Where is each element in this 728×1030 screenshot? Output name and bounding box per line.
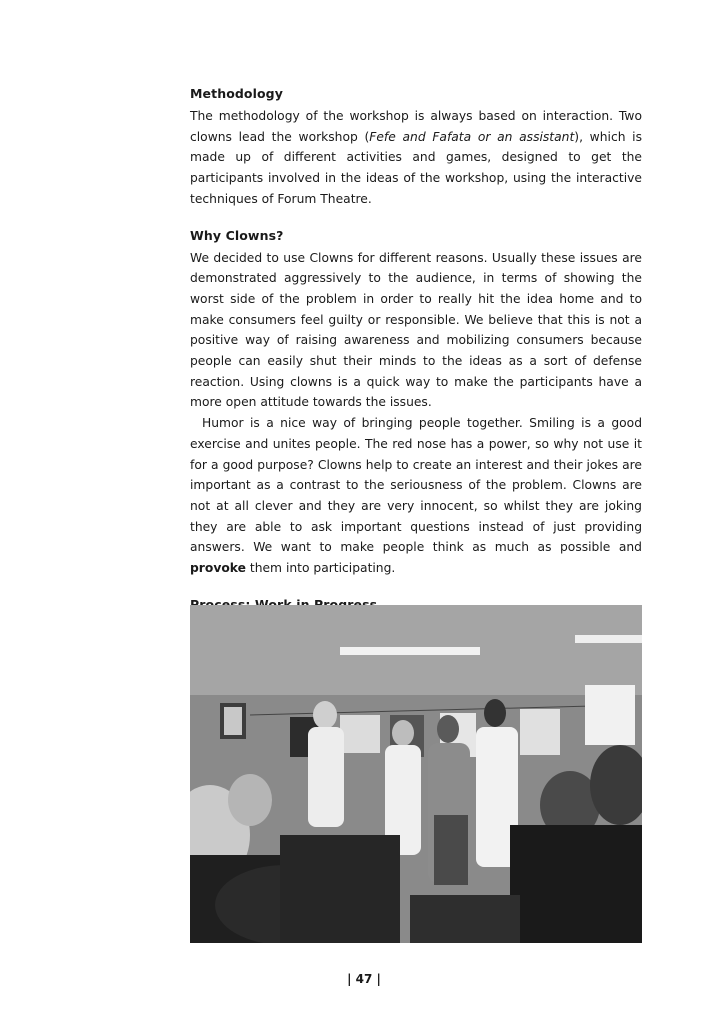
text-methodology-a: The methodology of the workshop is always based on interaction. Two clowns lead the workshop ( <box>190 109 642 144</box>
section-gap <box>190 210 642 226</box>
text-methodology-b: ), which is made up of different activities and games, designed to get the participants involved in the ideas of the workshop, using the interactive techniques of Forum Theatre. <box>190 129 643 206</box>
page-number: | 47 | <box>347 972 381 986</box>
paragraph-why-clowns-2 <box>190 413 642 579</box>
page-body <box>190 84 642 679</box>
text-methodology-em: Fefe and Fafata or an assistant <box>369 129 575 144</box>
heading-methodology: Methodology <box>190 86 283 101</box>
paragraph-methodology <box>190 106 642 210</box>
workshop-photo <box>190 605 642 943</box>
text-provoke: provoke <box>190 561 246 576</box>
text-humor-b: them into participating. <box>245 561 396 576</box>
paragraph-why-clowns-1: We decided to use Clowns for different reasons. Usually these issues are demonstrated aggressively to the audience, in terms of showing the worst side of the problem in order to really hit the idea home and to make consumers feel guilty or responsible. We believe that this is not a positive way of raising awareness and mobilizing consumers because people can easily shut their minds to the ideas as a sort of defense reaction. Using clowns is a quick way to make the participants have a more open attitude towards the issues. <box>190 250 642 410</box>
heading-why-clowns: Why Clowns? <box>190 227 284 243</box>
section-gap <box>190 579 642 595</box>
photo-illustration <box>190 605 642 943</box>
text-humor-a: Humor is a nice way of bringing people together. Smiling is a good exercise and unites people. The red nose has a power, so why not use it for a good purpose? Clowns help to create an interest and their jokes are important as a contrast to the seriousness of the problem. Clowns are not at all clever and they are very innocent, so whilst they are joking they are able to ask important questions instead of just providing answers. We want to make people think as much as possible and <box>190 416 642 555</box>
